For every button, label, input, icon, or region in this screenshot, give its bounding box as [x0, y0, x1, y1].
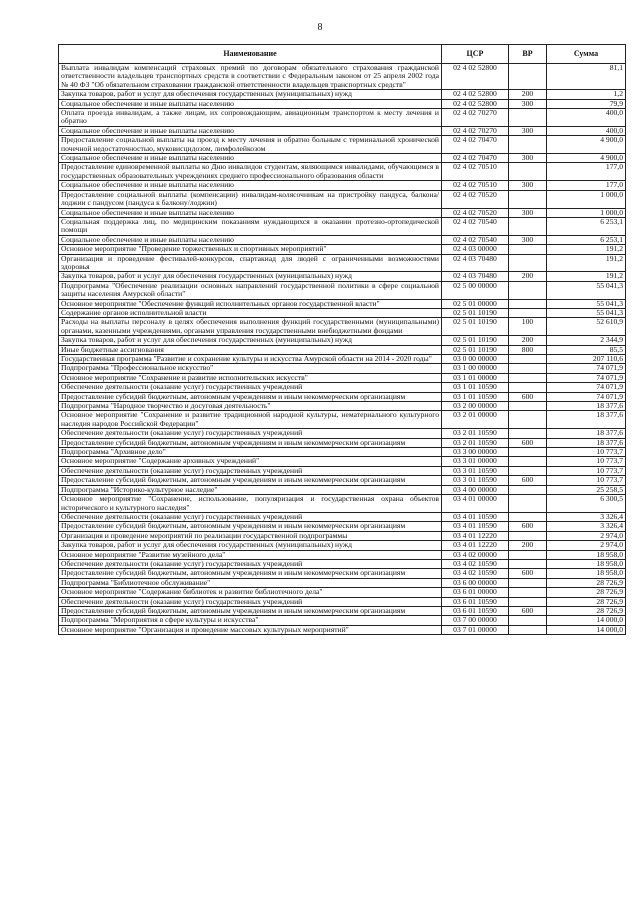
- cell-sum: 18 377,6: [547, 438, 626, 447]
- cell-name: Организация и проведение мероприятий по реализации государственной подпрограммы: [59, 531, 442, 540]
- cell-name: Основное мероприятие "Сохранение и развитие исполнительских искусств": [59, 373, 442, 382]
- cell-vr: 200: [509, 272, 547, 281]
- cell-csr: 03 4 01 12220: [442, 541, 509, 550]
- cell-vr: [509, 559, 547, 568]
- cell-csr: 03 1 01 10590: [442, 392, 509, 401]
- cell-csr: 03 4 01 00000: [442, 495, 509, 513]
- cell-vr: 600: [509, 606, 547, 615]
- cell-vr: [509, 373, 547, 382]
- table-row: [59, 495, 626, 513]
- cell-sum: 18 958,0: [547, 550, 626, 559]
- cell-sum: 4 900,0: [547, 154, 626, 163]
- cell-name: Обеспечение деятельности (оказание услуг) государственных учреждений: [59, 383, 442, 392]
- table-header-row: [59, 45, 626, 64]
- cell-name: Закупка товаров, работ и услуг для обеспечения государственных (муниципальных) нужд: [59, 272, 442, 281]
- table-row: [59, 485, 626, 494]
- cell-sum: 1,2: [547, 90, 626, 99]
- table-row: [59, 448, 626, 457]
- cell-vr: 200: [509, 90, 547, 99]
- table-row: [59, 190, 626, 208]
- table-row: [59, 336, 626, 345]
- table-row: [59, 438, 626, 447]
- cell-sum: 177,0: [547, 163, 626, 181]
- cell-sum: 74 071,9: [547, 364, 626, 373]
- cell-name: Предоставление субсидий бюджетным, автономным учреждениям и иным некоммерческим организациям: [59, 522, 442, 531]
- cell-csr: 03 3 01 10590: [442, 476, 509, 485]
- cell-vr: [509, 299, 547, 308]
- cell-vr: [509, 308, 547, 317]
- cell-vr: [509, 485, 547, 494]
- cell-name: Социальное обеспечение и иные выплаты населению: [59, 181, 442, 190]
- table-row: [59, 281, 626, 299]
- cell-csr: 02 4 03 00000: [442, 245, 509, 254]
- cell-sum: 10 773,7: [547, 466, 626, 475]
- cell-name: Подпрограмма "Мероприятия в сфере культуры и искусства": [59, 616, 442, 625]
- cell-sum: 85,5: [547, 345, 626, 354]
- cell-csr: 03 3 01 00000: [442, 457, 509, 466]
- cell-csr: 02 4 02 70470: [442, 154, 509, 163]
- cell-name: Социальное обеспечение и иные выплаты населению: [59, 154, 442, 163]
- cell-csr: 03 7 01 00000: [442, 625, 509, 634]
- cell-name: Социальное обеспечение и иные выплаты населению: [59, 235, 442, 244]
- cell-vr: [509, 550, 547, 559]
- table-row: [59, 466, 626, 475]
- header-vr: ВР: [509, 45, 547, 64]
- cell-csr: 03 4 02 10590: [442, 569, 509, 578]
- cell-name: Иные бюджетные ассигнования: [59, 345, 442, 354]
- cell-csr: 03 1 01 10590: [442, 383, 509, 392]
- cell-name: Предоставление социальной выплаты (компенсации) инвалидам-колясочникам на пристройку пандуса, балкона/лоджии с пандусом (пандуса к балкону/лоджии): [59, 190, 442, 208]
- cell-csr: 02 4 02 70270: [442, 109, 509, 127]
- cell-csr: 03 4 01 12220: [442, 531, 509, 540]
- table-row: [59, 625, 626, 634]
- cell-sum: 6 253,1: [547, 217, 626, 235]
- cell-vr: [509, 429, 547, 438]
- cell-csr: 03 7 00 00000: [442, 616, 509, 625]
- table-row: [59, 541, 626, 550]
- cell-vr: [509, 383, 547, 392]
- cell-sum: 2 974,0: [547, 541, 626, 550]
- table-row: [59, 355, 626, 364]
- cell-name: Оплата проезда инвалидам, а также лицам, их сопровождающим, авиационным транспортом к месту лечения и обратно: [59, 109, 442, 127]
- cell-sum: 55 041,3: [547, 308, 626, 317]
- cell-name: Организация и проведение фестивалей-конкурсов, спартакиад для людей с ограниченными возможностями здоровья: [59, 254, 442, 272]
- cell-vr: [509, 109, 547, 127]
- cell-name: Предоставление субсидий бюджетным, автономным учреждениям и иным некоммерческим организациям: [59, 438, 442, 447]
- cell-vr: 600: [509, 438, 547, 447]
- table-row: [59, 531, 626, 540]
- table-row: [59, 90, 626, 99]
- table-row: [59, 597, 626, 606]
- cell-name: Подпрограмма "Историко-культурное наследие": [59, 485, 442, 494]
- table-row: [59, 163, 626, 181]
- table-row: [59, 512, 626, 521]
- cell-sum: 3 326,4: [547, 522, 626, 531]
- cell-vr: [509, 136, 547, 154]
- cell-sum: 191,2: [547, 245, 626, 254]
- cell-vr: [509, 163, 547, 181]
- cell-sum: 191,2: [547, 272, 626, 281]
- cell-csr: 03 6 01 10590: [442, 597, 509, 606]
- table-row: [59, 373, 626, 382]
- cell-vr: [509, 512, 547, 521]
- table-row: [59, 364, 626, 373]
- header-sum: Сумма: [547, 45, 626, 64]
- cell-vr: [509, 355, 547, 364]
- cell-csr: 02 4 02 70540: [442, 217, 509, 235]
- cell-csr: 03 2 01 00000: [442, 411, 509, 429]
- cell-name: Подпрограмма "Обеспечение реализации основных направлений государственной политики в сфере социальной защиты населения Амурской области": [59, 281, 442, 299]
- cell-sum: 28 726,9: [547, 606, 626, 615]
- cell-sum: 400,0: [547, 109, 626, 127]
- cell-sum: 18 377,6: [547, 402, 626, 411]
- cell-vr: 200: [509, 541, 547, 550]
- table-row: [59, 126, 626, 135]
- table-row: [59, 272, 626, 281]
- cell-name: Основное мероприятие "Обеспечение функций исполнительных органов государственной власти": [59, 299, 442, 308]
- header-name: Наименование: [59, 45, 442, 64]
- table-row: [59, 345, 626, 354]
- table-row: [59, 308, 626, 317]
- cell-csr: 02 5 01 10190: [442, 318, 509, 336]
- table-row: [59, 136, 626, 154]
- table-row: [59, 109, 626, 127]
- cell-name: Предоставление субсидий бюджетным, автономным учреждениям и иным некоммерческим организациям: [59, 569, 442, 578]
- table-row: [59, 606, 626, 615]
- cell-csr: 02 5 01 00000: [442, 299, 509, 308]
- cell-name: Основное мероприятие "Развитие музейного дела": [59, 550, 442, 559]
- cell-name: Предоставление единовременной выплаты ко Дню инвалидов студентам, являющимся инвалидами, обучающимся в государственных образовательных учреждениях среднего профессионального образования области: [59, 163, 442, 181]
- cell-sum: 3 326,4: [547, 512, 626, 521]
- cell-sum: 81,1: [547, 64, 626, 90]
- table-row: [59, 550, 626, 559]
- cell-vr: 300: [509, 235, 547, 244]
- cell-vr: [509, 254, 547, 272]
- table-row: [59, 208, 626, 217]
- cell-vr: 300: [509, 154, 547, 163]
- cell-csr: 03 6 01 00000: [442, 588, 509, 597]
- cell-vr: 600: [509, 569, 547, 578]
- table-row: [59, 299, 626, 308]
- cell-csr: 03 6 00 00000: [442, 578, 509, 587]
- cell-vr: [509, 364, 547, 373]
- cell-vr: [509, 402, 547, 411]
- cell-csr: 03 6 01 10590: [442, 606, 509, 615]
- cell-csr: 02 4 02 70510: [442, 163, 509, 181]
- cell-name: Социальное обеспечение и иные выплаты населению: [59, 99, 442, 108]
- budget-table-container: [58, 44, 625, 635]
- cell-name: Закупка товаров, работ и услуг для обеспечения государственных (муниципальных) нужд: [59, 336, 442, 345]
- table-row: [59, 616, 626, 625]
- cell-sum: 25 258,5: [547, 485, 626, 494]
- cell-vr: [509, 64, 547, 90]
- cell-sum: 14 000,0: [547, 625, 626, 634]
- table-row: [59, 522, 626, 531]
- cell-sum: 191,2: [547, 254, 626, 272]
- cell-csr: 02 5 00 00000: [442, 281, 509, 299]
- cell-sum: 74 071,9: [547, 383, 626, 392]
- table-row: [59, 578, 626, 587]
- cell-csr: 02 4 02 70540: [442, 235, 509, 244]
- cell-vr: [509, 578, 547, 587]
- cell-sum: 74 071,9: [547, 392, 626, 401]
- cell-csr: 02 4 02 52800: [442, 99, 509, 108]
- cell-vr: 300: [509, 181, 547, 190]
- cell-sum: 2 344,9: [547, 336, 626, 345]
- table-row: [59, 254, 626, 272]
- cell-name: Основное мероприятие "Организация и проведение массовых культурных мероприятий": [59, 625, 442, 634]
- cell-vr: [509, 616, 547, 625]
- cell-csr: 02 5 01 10190: [442, 345, 509, 354]
- cell-vr: [509, 245, 547, 254]
- table-row: [59, 457, 626, 466]
- cell-csr: 03 4 02 00000: [442, 550, 509, 559]
- cell-name: Предоставление субсидий бюджетным, автономным учреждениям и иным некоммерческим организациям: [59, 476, 442, 485]
- cell-name: Основное мероприятие "Сохранение и развитие традиционной народной культуры, нематериального культурного наследия народов Российской Федерации": [59, 411, 442, 429]
- cell-name: Подпрограмма "Библиотечное обслуживание": [59, 578, 442, 587]
- cell-csr: 03 4 01 10590: [442, 522, 509, 531]
- cell-csr: 03 3 01 10590: [442, 466, 509, 475]
- cell-name: Основное мероприятие "Сохранение, использование, популяризация и государственная охрана объектов исторического и культурного наследия": [59, 495, 442, 513]
- cell-vr: 600: [509, 392, 547, 401]
- cell-csr: 02 5 01 10190: [442, 336, 509, 345]
- cell-vr: 300: [509, 126, 547, 135]
- table-row: [59, 383, 626, 392]
- cell-name: Обеспечение деятельности (оказание услуг) государственных учреждений: [59, 466, 442, 475]
- cell-csr: 03 3 00 00000: [442, 448, 509, 457]
- table-row: [59, 392, 626, 401]
- cell-name: Основное мероприятие "Содержание библиотек и развитие библиотечного дела": [59, 588, 442, 597]
- cell-vr: 100: [509, 318, 547, 336]
- cell-csr: 03 2 01 10590: [442, 429, 509, 438]
- cell-name: Основное мероприятие "Содержание архивных учреждений": [59, 457, 442, 466]
- cell-sum: 6 300,5: [547, 495, 626, 513]
- cell-sum: 52 610,9: [547, 318, 626, 336]
- page-number: 8: [317, 22, 323, 33]
- cell-sum: 28 726,9: [547, 597, 626, 606]
- table-row: [59, 559, 626, 568]
- cell-name: Социальное обеспечение и иные выплаты населению: [59, 126, 442, 135]
- cell-sum: 177,0: [547, 181, 626, 190]
- cell-vr: 300: [509, 99, 547, 108]
- table-row: [59, 181, 626, 190]
- cell-vr: 600: [509, 522, 547, 531]
- cell-name: Подпрограмма "Народное творчество и досуговая деятельность": [59, 402, 442, 411]
- cell-name: Подпрограмма "Архивное дело": [59, 448, 442, 457]
- table-row: [59, 588, 626, 597]
- header-csr: ЦСР: [442, 45, 509, 64]
- cell-vr: [509, 448, 547, 457]
- cell-name: Закупка товаров, работ и услуг для обеспечения государственных (муниципальных) нужд: [59, 90, 442, 99]
- cell-vr: [509, 190, 547, 208]
- cell-sum: 18 958,0: [547, 559, 626, 568]
- cell-vr: [509, 466, 547, 475]
- cell-name: Обеспечение деятельности (оказание услуг) государственных учреждений: [59, 429, 442, 438]
- cell-csr: 02 4 02 52800: [442, 90, 509, 99]
- cell-sum: 207 110,6: [547, 355, 626, 364]
- cell-sum: 2 974,0: [547, 531, 626, 540]
- cell-csr: 02 5 01 10190: [442, 308, 509, 317]
- cell-csr: 03 2 00 00000: [442, 402, 509, 411]
- cell-vr: 200: [509, 336, 547, 345]
- table-row: [59, 476, 626, 485]
- cell-name: Предоставление социальной выплаты на проезд к месту лечения и обратно больным с терминальной хронической почечной недостаточностью, муковисцидозом, лимфолейкозом: [59, 136, 442, 154]
- cell-name: Социальная поддержка лиц, по медицинским показаниям нуждающихся в оказании протезно-ортопедической помощи: [59, 217, 442, 235]
- table-row: [59, 235, 626, 244]
- cell-csr: 03 4 02 10590: [442, 559, 509, 568]
- cell-sum: 400,0: [547, 126, 626, 135]
- cell-sum: 14 000,0: [547, 616, 626, 625]
- cell-vr: [509, 411, 547, 429]
- cell-name: Основное мероприятие "Проведение торжественных и спортивных мероприятий": [59, 245, 442, 254]
- cell-vr: [509, 588, 547, 597]
- cell-sum: 10 773,7: [547, 476, 626, 485]
- cell-name: Подпрограмма "Профессиональное искусство": [59, 364, 442, 373]
- cell-sum: 74 071,9: [547, 373, 626, 382]
- cell-sum: 4 900,0: [547, 136, 626, 154]
- table-row: [59, 154, 626, 163]
- cell-sum: 10 773,7: [547, 448, 626, 457]
- cell-sum: 55 041,3: [547, 281, 626, 299]
- cell-name: Социальное обеспечение и иные выплаты населению: [59, 208, 442, 217]
- budget-table: [58, 44, 626, 635]
- cell-vr: [509, 495, 547, 513]
- cell-csr: 03 2 01 10590: [442, 438, 509, 447]
- cell-vr: 800: [509, 345, 547, 354]
- cell-csr: 02 4 03 70480: [442, 272, 509, 281]
- cell-name: Обеспечение деятельности (оказание услуг) государственных учреждений: [59, 559, 442, 568]
- cell-csr: 02 4 02 70270: [442, 126, 509, 135]
- cell-sum: 1 000,0: [547, 190, 626, 208]
- cell-vr: [509, 597, 547, 606]
- cell-csr: 03 1 01 00000: [442, 373, 509, 382]
- cell-sum: 18 377,6: [547, 411, 626, 429]
- cell-sum: 28 726,9: [547, 578, 626, 587]
- cell-csr: 02 4 02 70470: [442, 136, 509, 154]
- cell-sum: 55 041,3: [547, 299, 626, 308]
- table-row: [59, 318, 626, 336]
- table-row: [59, 429, 626, 438]
- cell-sum: 18 958,0: [547, 569, 626, 578]
- cell-name: Предоставление субсидий бюджетным, автономным учреждениям и иным некоммерческим организациям: [59, 606, 442, 615]
- cell-csr: 02 4 03 70480: [442, 254, 509, 272]
- cell-name: Закупка товаров, работ и услуг для обеспечения государственных (муниципальных) нужд: [59, 541, 442, 550]
- cell-csr: 02 4 02 70510: [442, 181, 509, 190]
- cell-vr: [509, 457, 547, 466]
- cell-name: Содержание органов исполнительной власти: [59, 308, 442, 317]
- cell-csr: 03 4 00 00000: [442, 485, 509, 494]
- cell-csr: 02 4 02 70520: [442, 208, 509, 217]
- cell-name: Выплата инвалидам компенсаций страховых премий по договорам обязательного страхования гражданской ответственности владельцев транспортных средств в соответствии с Федеральным законом от 25 апреля 2002 года № 40 ФЗ "Об обязательном страховании гражданской ответственности владельцев транспортных средств": [59, 64, 442, 90]
- table-row: [59, 402, 626, 411]
- cell-name: Обеспечение деятельности (оказание услуг) государственных учреждений: [59, 512, 442, 521]
- cell-sum: 28 726,9: [547, 588, 626, 597]
- table-row: [59, 99, 626, 108]
- cell-vr: [509, 217, 547, 235]
- cell-sum: 18 377,6: [547, 429, 626, 438]
- cell-name: Предоставление субсидий бюджетным, автономным учреждениям и иным некоммерческим организациям: [59, 392, 442, 401]
- cell-csr: 03 4 01 10590: [442, 512, 509, 521]
- cell-vr: 600: [509, 476, 547, 485]
- cell-sum: 1 000,0: [547, 208, 626, 217]
- table-row: [59, 569, 626, 578]
- cell-csr: 02 4 02 70520: [442, 190, 509, 208]
- cell-sum: 10 773,7: [547, 457, 626, 466]
- cell-csr: 02 4 02 52800: [442, 64, 509, 90]
- table-row: [59, 64, 626, 90]
- table-row: [59, 217, 626, 235]
- table-row: [59, 411, 626, 429]
- table-row: [59, 245, 626, 254]
- cell-name: Обеспечение деятельности (оказание услуг) государственных учреждений: [59, 597, 442, 606]
- cell-sum: 6 253,1: [547, 235, 626, 244]
- cell-vr: [509, 625, 547, 634]
- cell-name: Расходы на выплаты персоналу в целях обеспечения выполнения функций государственными (муниципальными) органами, казенными учреждениями, органами управления государственными внебюджетными фондами: [59, 318, 442, 336]
- cell-vr: 300: [509, 208, 547, 217]
- cell-name: Государственная программа "Развитие и сохранение культуры и искусства Амурской области на 2014 - 2020 годы": [59, 355, 442, 364]
- cell-csr: 03 0 00 00000: [442, 355, 509, 364]
- table-body: [59, 64, 626, 635]
- cell-csr: 03 1 00 00000: [442, 364, 509, 373]
- cell-vr: [509, 281, 547, 299]
- cell-vr: [509, 531, 547, 540]
- cell-sum: 79,9: [547, 99, 626, 108]
